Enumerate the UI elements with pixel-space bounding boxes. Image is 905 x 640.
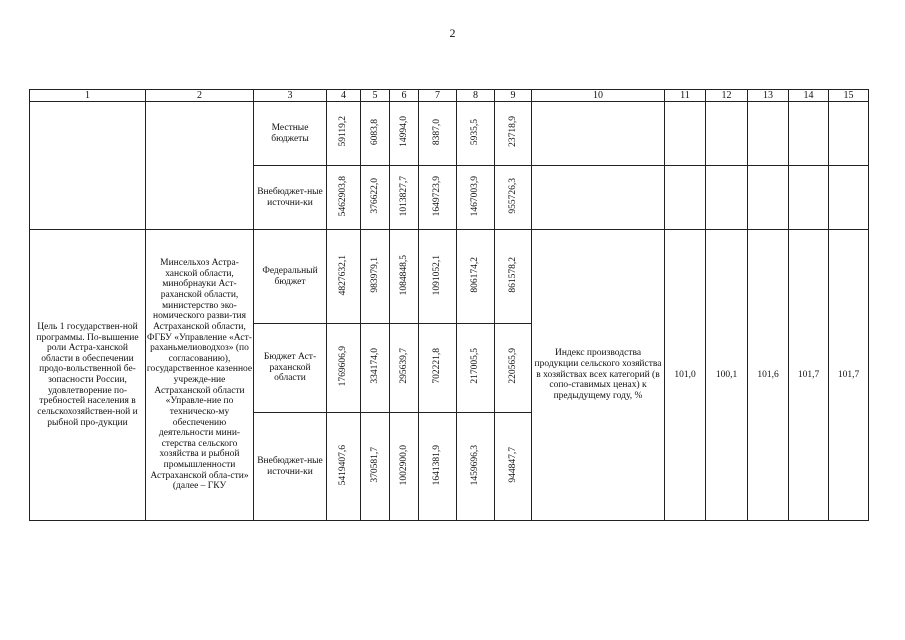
budget-value: 983979,1: [369, 256, 380, 293]
header-cell: 1: [30, 90, 146, 102]
header-cell: 14: [789, 90, 829, 102]
header-cell: 8: [457, 90, 495, 102]
indicator-value: 101,7: [829, 230, 869, 521]
budget-value: 14994,0: [398, 116, 409, 148]
executors-description: Минсельхоз Астра-ханской области, минобрнауки Аст-раханской области, министерство эко-номического разви-тия Астраханской области, ФГБУ «Управление «Аст-раханьмелиоводхоз» (по согласованию), государственное казенное учрежде-ние Астраханской области «Управле-ние по техническо-му обеспечению деятельности мини-стерства сельского хозяйства и рыбной промышленности Астраханской обла-сти» (далее – ГКУ: [146, 230, 254, 521]
header-cell: 15: [829, 90, 869, 102]
budget-value: 5935,5: [470, 118, 481, 145]
budget-value: 1091052,1: [432, 254, 443, 295]
budget-value: 295639,7: [398, 348, 409, 384]
indicator-description: Индекс производства продукции сельского хозяйства в хозяйствах всех категорий (в сопо-ставимых ценах) к предыдущему году, %: [532, 230, 665, 521]
goal-description: Цель 1 государствен-ной программы. По-вышение роли Астра-ханской области в обеспечении продо-вольственной бе-зопасности России, удовлетворение по-требностей населения в сельскохозяйствен-ной и рыбной про-дукции: [30, 230, 146, 521]
header-cell: 3: [254, 90, 327, 102]
budget-value: 217005,5: [470, 348, 481, 384]
header-cell: 6: [390, 90, 419, 102]
budget-value: 1013827,7: [398, 175, 409, 216]
header-row: [30, 90, 869, 102]
budget-value: 1084848,5: [398, 254, 409, 295]
budget-value: 955726,3: [507, 177, 518, 214]
header-cell: 13: [748, 90, 789, 102]
table-row-local-budgets: [30, 102, 869, 166]
budget-value: 1641381,9: [432, 444, 443, 485]
budget-value: 1769606,9: [338, 346, 349, 387]
header-cell: 11: [665, 90, 706, 102]
budget-value: 1459696,3: [470, 444, 481, 485]
empty-goal-cell: [30, 102, 146, 230]
empty-cell: [789, 102, 829, 166]
funding-source: Внебюджет-ные источни-ки: [254, 166, 327, 230]
empty-cell: [829, 166, 869, 230]
empty-cell: [789, 166, 829, 230]
empty-cell: [665, 102, 706, 166]
budget-value: 376622,0: [369, 177, 380, 214]
header-cell: 7: [419, 90, 457, 102]
budget-value: 1002900,0: [398, 444, 409, 485]
budget-value: 8387,0: [432, 118, 443, 145]
header-cell: 9: [495, 90, 532, 102]
funding-source: Бюджет Аст-раханской области: [254, 324, 327, 413]
budget-value: 59119,2: [338, 116, 349, 147]
empty-cell: [665, 166, 706, 230]
empty-cell: [706, 102, 748, 166]
budget-value: 334174,0: [369, 348, 380, 384]
budget-value: 5419407,6: [338, 444, 349, 485]
empty-cell: [748, 102, 789, 166]
table-row-federal-budget: [30, 230, 869, 324]
empty-cell: [748, 166, 789, 230]
empty-cell: [829, 102, 869, 166]
budget-value: 861578,2: [507, 256, 518, 293]
indicator-value: 101,6: [748, 230, 789, 521]
budget-value: 1467003,9: [470, 175, 481, 216]
empty-cell: [706, 166, 748, 230]
funding-source: Внебюджет-ные источни-ки: [254, 413, 327, 521]
budget-value: 1649723,9: [432, 175, 443, 216]
budget-value: 4827632,1: [338, 254, 349, 295]
funding-source: Местные бюджеты: [254, 102, 327, 166]
empty-cell: [532, 102, 665, 166]
page-number: 2: [449, 26, 456, 40]
budget-value: 23718,9: [507, 116, 518, 148]
funding-source: Федеральный бюджет: [254, 230, 327, 324]
header-cell: 10: [532, 90, 665, 102]
program-table: [29, 89, 869, 521]
indicator-value: 101,0: [665, 230, 706, 521]
header-cell: 12: [706, 90, 748, 102]
empty-executor-cell: [146, 102, 254, 230]
header-cell: 4: [327, 90, 361, 102]
budget-value: 702221,8: [432, 348, 443, 384]
budget-value: 5462903,8: [338, 175, 349, 216]
budget-value: 944847,7: [507, 446, 518, 483]
indicator-value: 100,1: [706, 230, 748, 521]
indicator-value: 101,7: [789, 230, 829, 521]
budget-value: 806174,2: [470, 256, 481, 293]
budget-value: 370581,7: [369, 446, 380, 483]
budget-value: 220565,9: [507, 348, 518, 384]
header-cell: 5: [361, 90, 390, 102]
empty-cell: [532, 166, 665, 230]
budget-value: 6083,8: [369, 118, 380, 145]
header-cell: 2: [146, 90, 254, 102]
